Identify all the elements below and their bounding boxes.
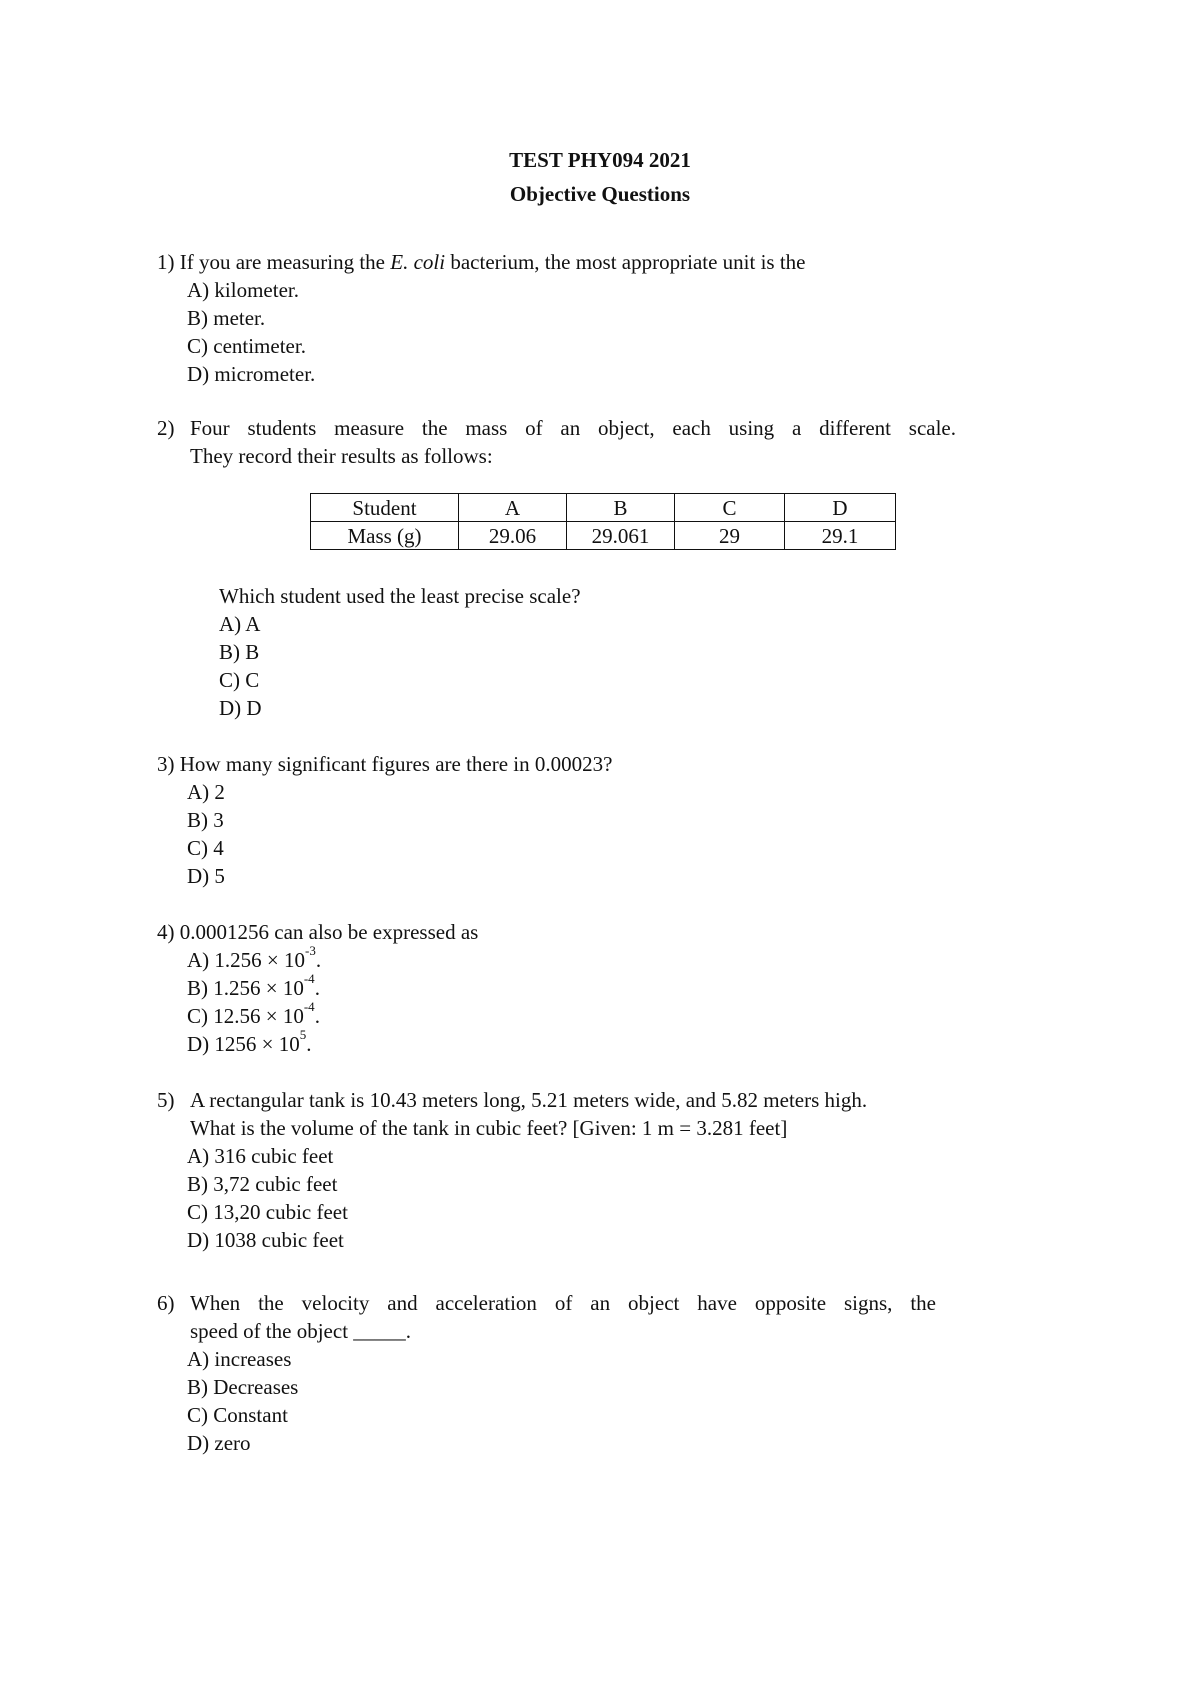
- question-6-number: 6): [157, 1291, 175, 1315]
- table-cell: Mass (g): [311, 522, 459, 550]
- page-subtitle: Objective Questions: [509, 182, 691, 206]
- q5-option-b: B) 3,72 cubic feet: [187, 1172, 338, 1196]
- question-3-stem: [157, 752, 612, 776]
- table-header-cell: D: [785, 494, 896, 522]
- question-text: bacterium, the most appropriate unit is the: [450, 250, 806, 274]
- question-number: 3): [157, 752, 175, 776]
- q6-option-b: B) Decreases: [187, 1375, 299, 1399]
- q1-option-b: B) meter.: [187, 306, 266, 330]
- q5-option-d: D) 1038 cubic feet: [187, 1228, 344, 1252]
- question-2-prompt: Which student used the least precise scale?: [219, 584, 581, 608]
- table-cell: 29.06: [459, 522, 567, 550]
- table-cell: 29: [675, 522, 785, 550]
- question-5-line-2: What is the volume of the tank in cubic feet? [Given: 1 m = 3.281 feet]: [190, 1116, 788, 1140]
- question-number: 1): [157, 250, 175, 274]
- table-header-cell: Student: [311, 494, 459, 522]
- q6-option-a: A) increases: [187, 1347, 292, 1371]
- question-italic-term: E. coli: [390, 250, 446, 274]
- q6-option-c: C) Constant: [187, 1403, 288, 1427]
- q3-option-d: D) 5: [187, 864, 225, 888]
- q5-option-c: C) 13,20 cubic feet: [187, 1200, 348, 1224]
- q3-option-c: C) 4: [187, 836, 224, 860]
- question-number: 4): [157, 920, 175, 944]
- q2-option-a: A) A: [219, 612, 261, 636]
- question-6-line-2: speed of the object _____.: [190, 1319, 412, 1343]
- question-1-stem: [157, 250, 806, 274]
- q2-option-b: B) B: [219, 640, 260, 664]
- question-4-stem: [157, 920, 478, 944]
- table-header-row: [311, 494, 896, 522]
- q3-option-a: A) 2: [187, 780, 225, 804]
- question-2-number: 2): [157, 416, 175, 440]
- q1-option-d: D) micrometer.: [187, 362, 316, 386]
- q4-option-d: D) $1256 \times 10^5$.: [187, 1027, 312, 1056]
- q6-option-d: D) zero: [187, 1431, 251, 1455]
- question-text: If you are measuring the: [179, 250, 386, 274]
- q4-option-a: A) $1.256 \times 10^{-3}$.: [187, 943, 322, 972]
- question-6-line-1: When the velocity and acceleration of an object have opposite signs, the: [190, 1291, 936, 1315]
- q2-option-d: D) D: [219, 696, 262, 720]
- question-2-line-2: They record their results as follows:: [190, 444, 493, 468]
- table-header-cell: B: [567, 494, 675, 522]
- question-5-line-1: A rectangular tank is 10.43 meters long, 5.21 meters wide, and 5.82 meters high.: [190, 1088, 868, 1112]
- q3-option-b: B) 3: [187, 808, 224, 832]
- table-header-cell: A: [459, 494, 567, 522]
- table-header-cell: C: [675, 494, 785, 522]
- question-5-number: 5): [157, 1088, 175, 1112]
- mass-table: [310, 493, 896, 550]
- q5-option-a: A) 316 cubic feet: [187, 1144, 334, 1168]
- page-title: TEST PHY094 2021: [509, 148, 691, 172]
- q4-option-b: B) $1.256 \times 10^{-4}$.: [187, 971, 320, 1000]
- table-cell: 29.061: [567, 522, 675, 550]
- q2-option-c: C) C: [219, 668, 260, 692]
- table-cell: 29.1: [785, 522, 896, 550]
- q4-option-c: C) $12.56 \times 10^{-4}$.: [187, 999, 320, 1028]
- q1-option-c: C) centimeter.: [187, 334, 306, 358]
- question-text: 0.0001256 can also be expressed as: [179, 920, 479, 944]
- table-row: [311, 522, 896, 550]
- q1-option-a: A) kilometer.: [187, 278, 299, 302]
- question-2-line-1: Four students measure the mass of an object, each using a different scale.: [190, 416, 956, 440]
- question-text: How many significant figures are there in 0.00023?: [179, 752, 613, 776]
